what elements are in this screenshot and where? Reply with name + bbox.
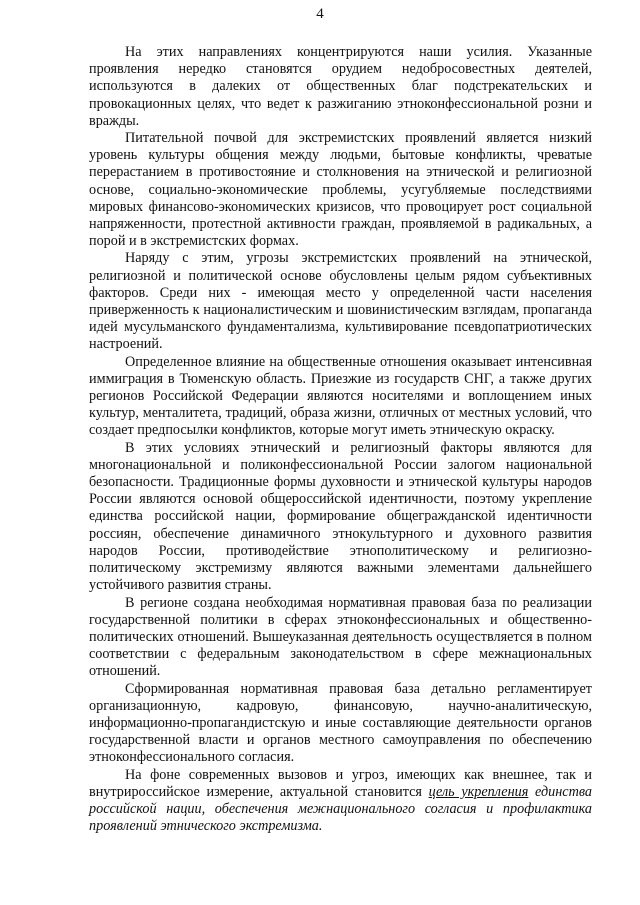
- paragraph-8-emphasis: единства российской нации, обеспечения межнационального согласия и профилактика проявлений этнического экстремизма.: [89, 783, 592, 835]
- paragraph-2: Питательной почвой для экстремистских проявлений является низкий уровень культуры общения между людьми, бытовые конфликты, чреватые перерастанием в противостояние и столкновения на этнической и религиозной основе, социально-экономические проблемы, усугубляемые последствиями мировых финансово-экономических кризисов, что провоцирует рост социальной напряженности, протестной активности граждан, проявляемой в радикальных, а порой и в экстремистских формах.: [89, 130, 592, 250]
- document-body: [89, 44, 592, 835]
- paragraph-6: В регионе создана необходимая нормативная правовая база по реализации государственной политики в сферах этноконфессиональных и общественно-политических отношений. Вышеуказанная деятельность осуществляется в полном соответствии с федеральным законодательством в сфере межнациональных отношений.: [89, 594, 592, 680]
- paragraph-4: Определенное влияние на общественные отношения оказывает интенсивная иммиграция в Тюменскую область. Приезжие из государств СНГ, а также других регионов Российской Федерации являются носителями и воплощением иных культур, менталитета, традиций, образа жизни, отличных от местных условий, что создает предпосылки конфликтов, которые могут иметь этническую окраску.: [89, 353, 592, 439]
- paragraph-7: Сформированная нормативная правовая база детально регламентирует организационную, кадровую, финансовую, научно-аналитическую, информационно-пропагандистскую и иные составляющие деятельности органов государственной власти и органов местного самоуправления по обеспечению этноконфессионального согласия.: [89, 680, 592, 766]
- paragraph-5: В этих условиях этнический и религиозный факторы являются для многонациональной и поликонфессиональной России залогом национальной безопасности. Традиционные формы духовности и этнической культуры народов России являются основой общероссийской идентичности, поэтому укрепление единства российской нации, формирование общегражданской идентичности россиян, обеспечение динамичного этнокультурного и духовного развития народов России, противодействие этнополитическому и религиозно-политическому экстремизму являются важными элементами дальнейшего устойчивого развития страны.: [89, 439, 592, 594]
- paragraph-8-emphasis-underlined: цель укрепления: [428, 783, 529, 800]
- paragraph-3: Наряду с этим, угрозы экстремистских проявлений на этнической, религиозной и политической основе обусловлены целым рядом субъективных факторов. Среди них - имеющая место у определенной части населения приверженность к националистическим и шовинистическим взглядам, пропаганда идей мусульманского фундаментализма, культивирование псевдопатриотических настроений.: [89, 250, 592, 353]
- paragraph-1: На этих направлениях концентрируются наши усилия. Указанные проявления нередко становятся орудием недобросовестных деятелей, используются в далеких от общественных благ подстрекательских и провокационных целях, что ведет к разжиганию этноконфессиональной розни и вражды.: [89, 44, 592, 129]
- paragraph-8: [89, 767, 592, 836]
- paragraph-8-lead: На фоне современных вызовов и угроз, имеющих как внешнее, так и внутрироссийское измерение, актуальной становится: [89, 766, 592, 800]
- page-number: 4: [316, 6, 324, 22]
